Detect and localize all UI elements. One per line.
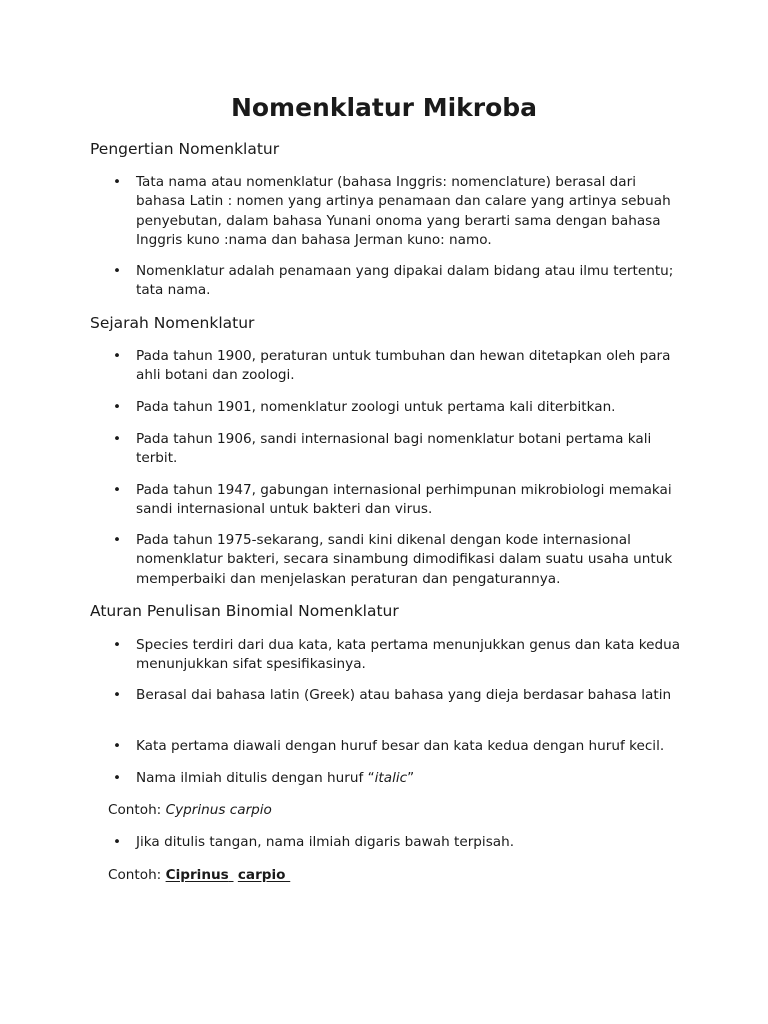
list-item-text: Tata nama atau nomenklatur (bahasa Inggris: nomenclature) berasal dari bahasa Latin : nomen yang artinya penamaan dan calare yang artinya sebuah penyebutan, dalam bahasa Yunani onoma yang berarti sama dengan bahasa Inggris kuno :nama dan bahasa Jerman kuno: namo. [136,174,671,248]
italic-rule-word: italic [374,770,408,786]
list-item [113,833,683,852]
list-item [113,262,683,301]
example-underlined [108,866,290,885]
bullet-icon: • [113,637,122,653]
section-heading-sejarah: Sejarah Nomenklatur [90,314,255,332]
list-item [113,686,683,705]
list-item [113,737,683,756]
list-item [113,398,683,417]
section-heading-aturan: Aturan Penulisan Binomial Nomenklatur [90,602,399,620]
bullet-icon: • [113,263,122,279]
list-item-text: Berasal dai bahasa latin (Greek) atau bahasa yang dieja berdasar bahasa latin [136,687,672,703]
list-item [113,347,683,386]
bullet-icon: • [113,738,122,754]
list-item [113,430,683,469]
bullet-icon: • [113,687,122,703]
bullet-icon: • [113,431,122,447]
list-item-text: Jika ditulis tangan, nama ilmiah digaris bawah terpisah. [136,834,515,850]
example-species-name: Cyprinus carpio [165,802,272,818]
example-italic [108,801,272,820]
list-item-text: Pada tahun 1901, nomenklatur zoologi untuk pertama kali diterbitkan. [136,399,616,415]
list-item-text: Species terdiri dari dua kata, kata pertama menunjukkan genus dan kata kedua menunjukkan sifat spesifikasinya. [136,637,681,673]
list-item [113,769,683,788]
example-label: Contoh: [108,802,166,818]
page-title: Nomenklatur Mikroba [230,93,538,122]
list-item-text: Pada tahun 1975-sekarang, sandi kini dikenal dengan kode internasional nomenklatur bakteri, secara sinambung dimodifikasi dalam suatu usaha untuk memperbaiki dan menjelaskan peraturan dan pengaturannya. [136,532,673,587]
bullet-icon: • [113,482,122,498]
example-label: Contoh: [108,867,166,883]
list-item [113,636,683,675]
italic-rule-suffix: ” [407,770,415,786]
bullet-icon: • [113,348,122,364]
list-item-text [136,769,683,788]
section-heading-pengertian: Pengertian Nomenklatur [90,140,280,158]
bullet-icon: • [113,399,122,415]
list-item-text: Pada tahun 1947, gabungan internasional perhimpunan mikrobiologi memakai sandi internasional untuk bakteri dan virus. [136,482,672,518]
bullet-icon: • [113,770,122,786]
list-item-text: Nomenklatur adalah penamaan yang dipakai dalam bidang atau ilmu tertentu; tata nama. [136,263,674,299]
list-item-text: Pada tahun 1906, sandi internasional bagi nomenklatur botani pertama kali terbit. [136,431,652,467]
list-item-text: Kata pertama diawali dengan huruf besar dan kata kedua dengan huruf kecil. [136,738,665,754]
example-genus: Ciprinus [165,867,229,883]
example-species: carpio [237,867,286,883]
italic-rule-prefix: Nama ilmiah ditulis dengan huruf “ [136,770,375,786]
list-item [113,531,683,589]
list-item-text: Pada tahun 1900, peraturan untuk tumbuhan dan hewan ditetapkan oleh para ahli botani dan zoologi. [136,348,671,384]
bullet-icon: • [113,174,122,190]
list-item [113,481,683,520]
list-item [113,173,683,250]
bullet-icon: • [113,532,122,548]
bullet-icon: • [113,834,122,850]
